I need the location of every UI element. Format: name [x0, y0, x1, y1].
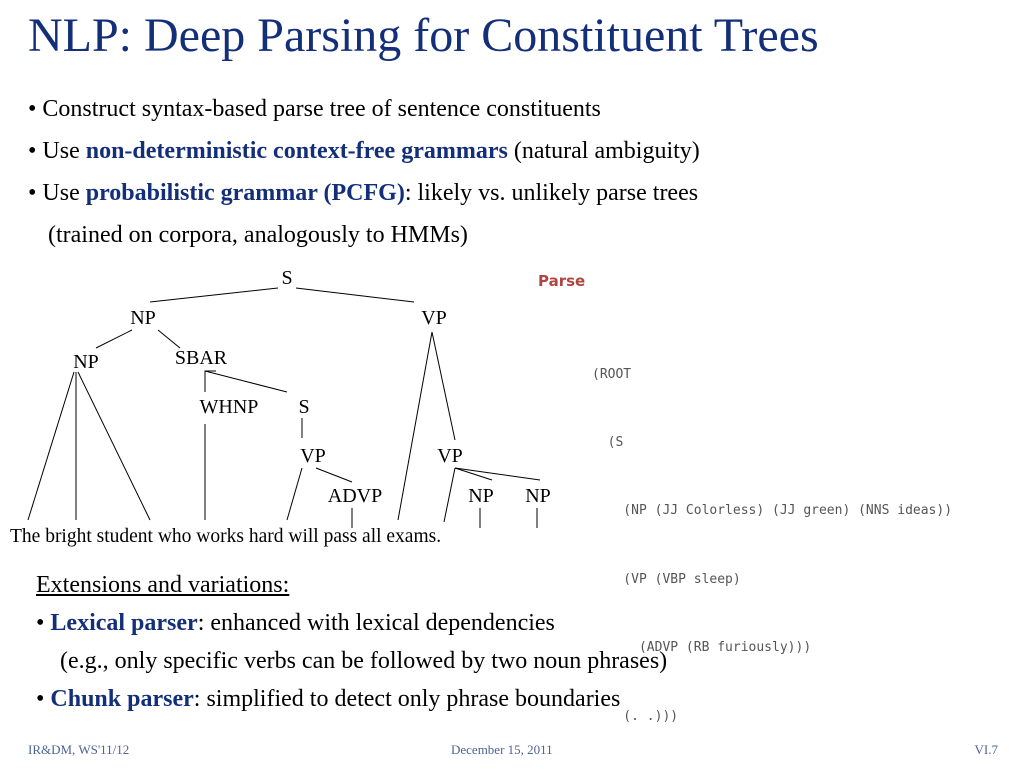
node-np-top: NP [130, 307, 156, 329]
extensions-section [36, 566, 667, 718]
bullet-text: • Construct syntax-based parse tree of sentence constituents [28, 96, 601, 122]
footer-date: December 15, 2011 [451, 742, 553, 757]
tree-edge [28, 372, 74, 520]
node-s-root: S [281, 267, 293, 289]
extension-item [36, 604, 667, 642]
bullet-text: • [36, 610, 51, 636]
extensions-heading: Extensions and variations: [36, 572, 290, 598]
bullet-text: • Use [28, 180, 86, 206]
bullet-highlight: probabilistic grammar (PCFG) [85, 180, 405, 206]
node-vp-right: VP [437, 445, 463, 467]
bullet-item [28, 88, 700, 130]
node-vp-top: VP [421, 307, 447, 329]
extension-item [36, 680, 667, 718]
node-np-all: NP [468, 485, 494, 507]
tree-sentence: The bright student who works hard will pass all exams. [10, 526, 442, 547]
bullet-highlight: Chunk parser [50, 686, 194, 712]
parse-panel-title: Parse [538, 272, 586, 290]
tree-edge [150, 288, 278, 302]
node-sbar: SBAR [174, 347, 228, 369]
footer-slide-number: VI.7 [974, 742, 998, 757]
parse-tree-diagram [0, 256, 600, 556]
parse-line: (ADVP (RB furiously))) [592, 640, 812, 656]
bullet-highlight: Lexical parser [50, 610, 198, 636]
node-np-inner: NP [73, 351, 99, 373]
tree-edge [455, 468, 492, 480]
parse-line: (ROOT [592, 366, 632, 382]
intro-bullets [28, 88, 700, 256]
node-whnp: WHNP [199, 396, 259, 418]
bullet-text: : likely vs. unlikely parse trees [404, 180, 699, 206]
bullet-text: (e.g., only specific verbs can be followed by two noun phrases) [60, 648, 668, 674]
bullet-text: : simplified to detect only phrase boundaries [193, 686, 621, 712]
bullet-highlight: non-deterministic context-free grammars [85, 138, 508, 164]
tree-edge [296, 288, 414, 302]
tree-edge [316, 468, 352, 482]
tree-edge [287, 468, 302, 520]
node-vp-inner: VP [300, 445, 326, 467]
parse-line: (S [592, 434, 624, 450]
node-np-exams: NP [525, 485, 551, 507]
footer-course: IR&DM, WS'11/12 [28, 742, 130, 757]
bullet-text: • Use [28, 138, 86, 164]
tree-edge [158, 330, 180, 348]
tree-edge [432, 332, 455, 440]
bullet-item [28, 130, 700, 172]
parse-line: (. .))) [592, 708, 679, 724]
node-s-inner: S [298, 396, 310, 418]
node-advp: ADVP [327, 485, 383, 507]
parse-line: (NP (JJ Colorless) (JJ green) (NNS ideas)) [592, 503, 953, 519]
tree-edge [398, 332, 432, 520]
bullet-text: (natural ambiguity) [507, 138, 700, 164]
bullet-text: • [36, 686, 51, 712]
parse-line: (VP (VBP sleep) [592, 571, 741, 587]
bullet-text: : enhanced with lexical dependencies [197, 610, 555, 636]
extension-continuation [36, 642, 667, 680]
bullet-continuation [28, 214, 700, 256]
tree-edge [205, 371, 216, 392]
tree-edge [205, 371, 287, 392]
bullet-text: (trained on corpora, analogously to HMMs) [48, 222, 468, 248]
bullet-item [28, 172, 700, 214]
slide-title: NLP: Deep Parsing for Constituent Trees [28, 9, 819, 62]
tree-edge [444, 468, 455, 522]
tree-edge [96, 330, 132, 348]
tree-edge [455, 468, 540, 480]
tree-edge [78, 372, 150, 520]
tree-edges [28, 288, 540, 528]
slide-footer [0, 740, 1024, 764]
